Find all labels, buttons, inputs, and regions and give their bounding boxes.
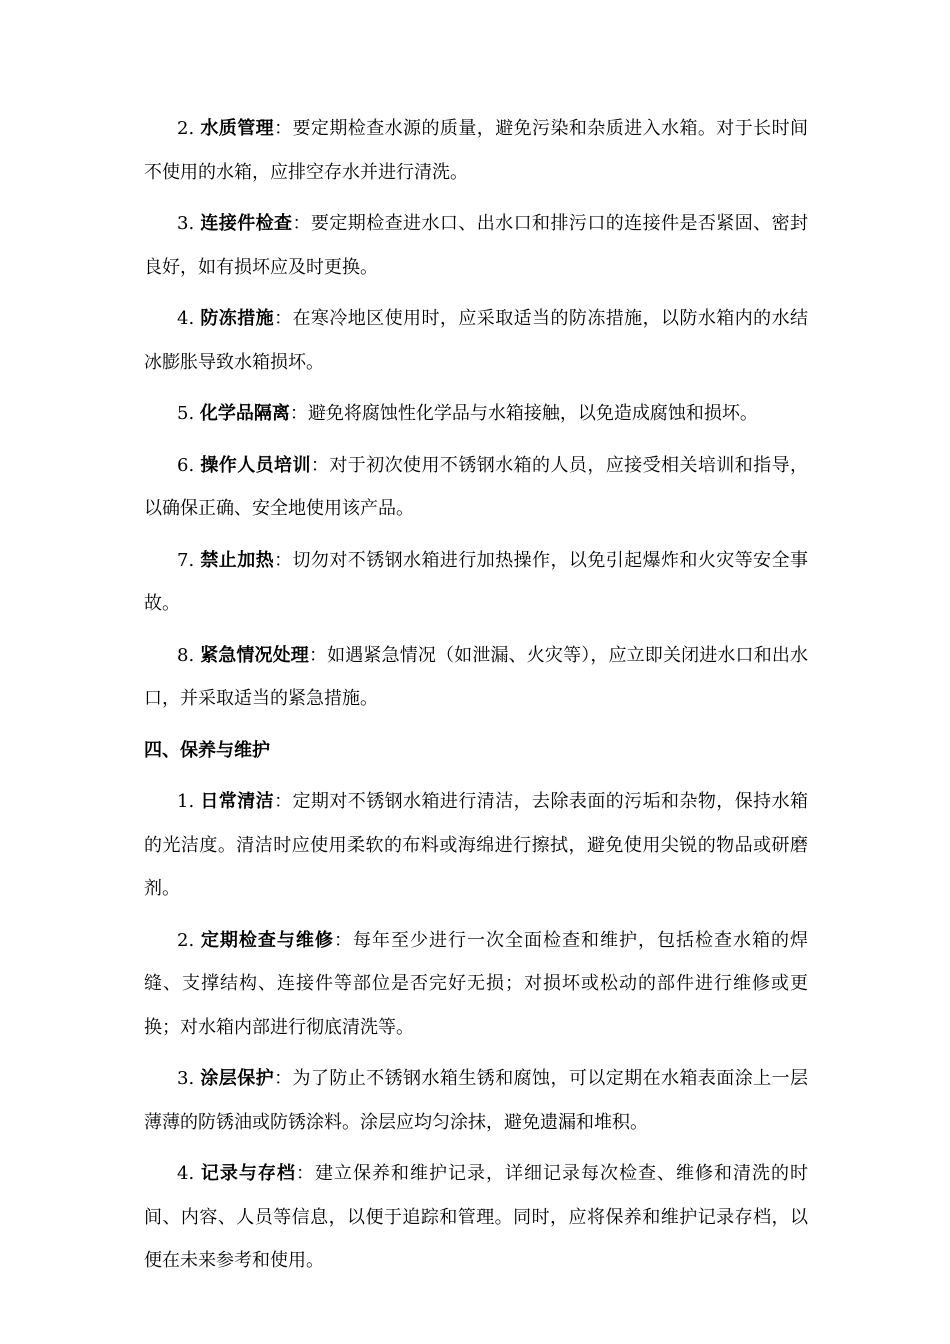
list-item-daily-cleaning <box>144 780 808 911</box>
item-text: 建立保养和维护记录，详细记录每次检查、维修和清洗的时间、内容、人员等信息，以便于追踪和管理。同时，应将保养和维护记录存档，以便在未来参考和使用。 <box>144 1163 809 1271</box>
list-item-water-quality <box>144 107 808 194</box>
item-colon: ： <box>295 1163 315 1184</box>
item-term: 水质管理 <box>200 118 275 139</box>
list-item-antifreeze <box>144 297 808 384</box>
list-item-operator-training <box>144 444 808 531</box>
item-term: 化学品隔离 <box>199 403 290 424</box>
item-text: 切勿对不锈钢水箱进行加热操作，以免引起爆炸和火灾等安全事故。 <box>144 549 809 614</box>
item-number: 2. <box>177 118 195 139</box>
item-text: 要定期检查进水口、出水口和排污口的连接件是否紧固、密封良好，如有损坏应及时更换。 <box>144 213 809 278</box>
item-term: 日常清洁 <box>200 791 275 812</box>
item-term: 连接件检查 <box>200 213 293 234</box>
item-number: 3. <box>177 1068 195 1089</box>
item-colon: ： <box>292 213 311 234</box>
item-number: 4. <box>177 308 195 329</box>
section-heading: 四、保养与维护 <box>144 739 270 761</box>
item-number: 8. <box>177 644 195 666</box>
list-item-records <box>144 1152 808 1283</box>
item-colon: ： <box>274 308 293 329</box>
item-term: 操作人员培训 <box>200 454 311 476</box>
item-colon: ： <box>289 403 308 424</box>
item-number: 3. <box>177 213 195 234</box>
list-item-coating <box>144 1057 808 1144</box>
item-term: 禁止加热 <box>200 549 275 571</box>
item-colon: ： <box>274 1068 293 1089</box>
item-number: 7. <box>177 549 195 571</box>
item-term: 定期检查与维修 <box>200 929 334 951</box>
list-item-connector-check <box>144 202 808 289</box>
item-text: 定期对不锈钢水箱进行清洁，去除表面的污垢和杂物，保持水箱的光洁度。清洁时应使用柔软的布料或海绵进行擦拭，避免使用尖锐的物品或研磨剂。 <box>144 791 809 899</box>
item-colon: ： <box>333 929 353 951</box>
item-number: 2. <box>177 929 195 951</box>
item-term: 记录与存档 <box>200 1163 296 1184</box>
item-text: 要定期检查水源的质量，避免污染和杂质进入水箱。对于长时间不使用的水箱，应排空存水并进行清洗。 <box>144 118 809 183</box>
item-term: 紧急情况处理 <box>200 644 309 666</box>
item-colon: ： <box>308 644 328 666</box>
item-text: 如遇紧急情况（如泄漏、火灾等），应立即关闭进水口和出水口，并采取适当的紧急措施。 <box>144 644 809 709</box>
item-number: 4. <box>177 1163 195 1184</box>
document-body <box>144 107 808 1291</box>
item-text: 在寒冷地区使用时，应采取适当的防冻措施，以防水箱内的水结冰膨胀导致水箱损坏。 <box>144 308 809 373</box>
item-colon: ： <box>274 118 293 139</box>
item-text: 每年至少进行一次全面检查和维护，包括检查水箱的焊缝、支撑结构、连接件等部位是否完好无损；对损坏或松动的部件进行维修或更换；对水箱内部进行彻底清洗等。 <box>144 929 809 1038</box>
item-term: 防冻措施 <box>200 308 275 329</box>
list-item-emergency <box>144 634 808 721</box>
item-text: 为了防止不锈钢水箱生锈和腐蚀，可以定期在水箱表面涂上一层薄薄的防锈油或防锈涂料。涂层应均匀涂抹，避免遗漏和堆积。 <box>144 1068 809 1133</box>
list-item-chemical-isolation <box>144 392 808 436</box>
item-colon: ： <box>310 454 330 476</box>
list-item-no-heating <box>144 539 808 626</box>
item-number: 5. <box>177 403 195 424</box>
item-text: 避免将腐蚀性化学品与水箱接触，以免造成腐蚀和损坏。 <box>307 403 758 424</box>
item-text: 对于初次使用不锈钢水箱的人员，应接受相关培训和指导，以确保正确、安全地使用该产品。 <box>144 454 809 519</box>
item-colon: ： <box>274 549 293 571</box>
item-term: 涂层保护 <box>200 1068 275 1089</box>
item-number: 1. <box>177 791 195 812</box>
item-number: 6. <box>177 454 195 476</box>
list-item-inspection-repair <box>144 919 808 1050</box>
item-colon: ： <box>274 791 293 812</box>
